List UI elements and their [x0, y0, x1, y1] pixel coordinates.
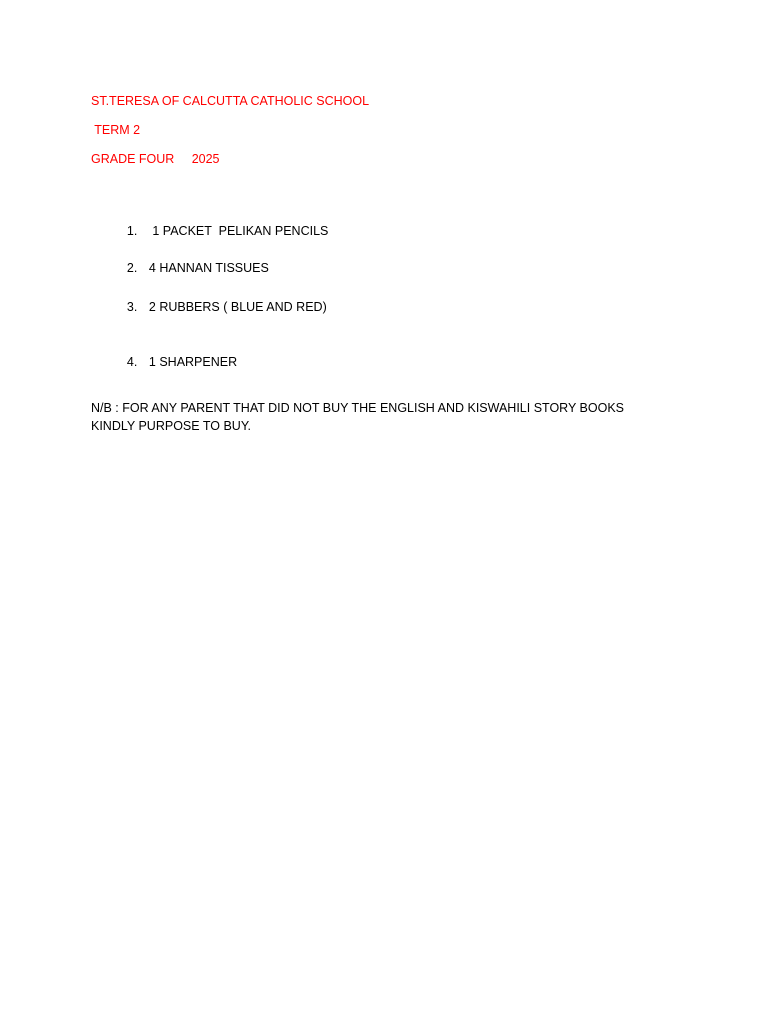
- list-item-number: 3.: [126, 300, 138, 314]
- list-item-text: 4 HANNAN TISSUES: [148, 261, 269, 275]
- list-item: [113, 247, 269, 289]
- grade-year-label: GRADE FOUR 2025: [91, 152, 220, 166]
- list-item: [113, 210, 328, 252]
- note-text: N/B : FOR ANY PARENT THAT DID NOT BUY THE ENGLISH AND KISWAHILI STORY BOOKS KINDLY PURPOSE TO BUY.: [91, 401, 625, 433]
- list-item: [113, 286, 327, 328]
- list-item-text: 1 SHARPENER: [148, 355, 238, 369]
- list-item-text: 1 PACKET PELIKAN PENCILS: [148, 224, 329, 238]
- list-item-number: 2.: [126, 261, 138, 275]
- list-item-text: 2 RUBBERS ( BLUE AND RED): [148, 300, 327, 314]
- list-item-number: 1.: [126, 224, 138, 238]
- list-item: [113, 341, 237, 383]
- school-name: ST.TERESA OF CALCUTTA CATHOLIC SCHOOL: [91, 94, 370, 108]
- term-label: TERM 2: [91, 123, 141, 137]
- list-item-number: 4.: [126, 355, 138, 369]
